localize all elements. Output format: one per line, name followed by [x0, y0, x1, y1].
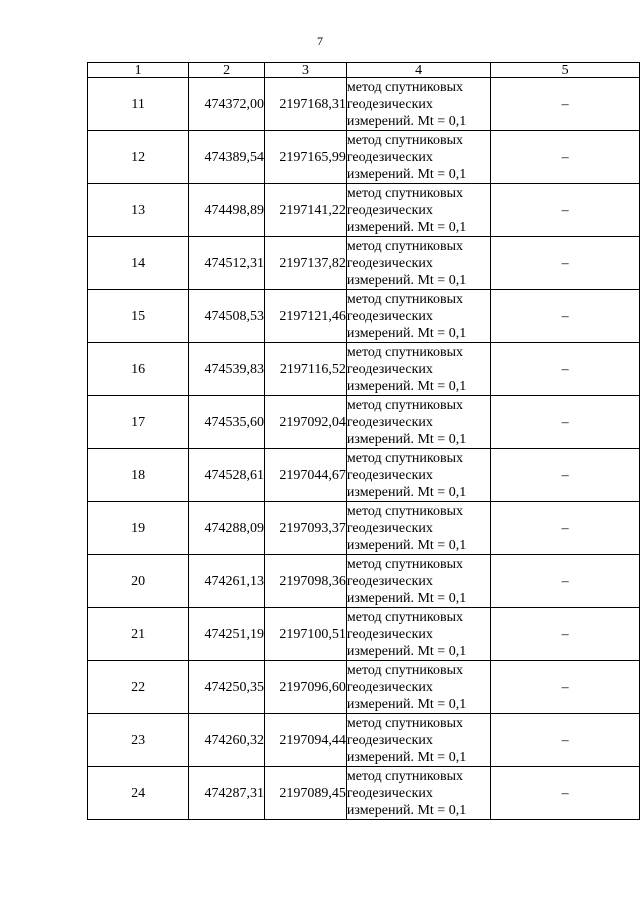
x-coordinate-cell: 474539,83 — [189, 343, 265, 396]
column-5-cell: – — [491, 78, 640, 131]
method-line: геодезических — [346, 414, 433, 430]
column-5-cell: – — [491, 661, 640, 714]
method-line: геодезических — [346, 520, 433, 536]
method-line: метод спутниковых — [346, 715, 464, 731]
method-line: метод спутниковых — [346, 291, 464, 307]
method-line: измерений. Mt = 0,1 — [346, 378, 467, 394]
y-coordinate-cell: 2197165,99 — [265, 131, 347, 184]
method-cell — [346, 449, 490, 502]
method-line: измерений. Mt = 0,1 — [346, 431, 467, 447]
table-row — [88, 502, 640, 555]
column-5-cell: – — [491, 767, 640, 820]
point-number-cell: 13 — [88, 184, 189, 237]
y-coordinate-cell: 2197044,67 — [265, 449, 347, 502]
method-line: геодезических — [346, 202, 433, 218]
column-5-cell: – — [491, 184, 640, 237]
x-coordinate-cell: 474508,53 — [189, 290, 265, 343]
method-line: метод спутниковых — [346, 609, 464, 625]
method-cell — [346, 237, 490, 290]
method-line: геодезических — [346, 626, 433, 642]
method-line: измерений. Mt = 0,1 — [346, 166, 467, 182]
y-coordinate-cell: 2197168,31 — [265, 78, 347, 131]
column-5-cell: – — [491, 555, 640, 608]
method-line: геодезических — [346, 785, 433, 801]
header-col-4: 4 — [346, 63, 490, 78]
point-number-cell: 23 — [88, 714, 189, 767]
column-5-cell: – — [491, 237, 640, 290]
method-line: измерений. Mt = 0,1 — [346, 802, 467, 818]
method-line: геодезических — [346, 679, 433, 695]
y-coordinate-cell: 2197100,51 — [265, 608, 347, 661]
y-coordinate-cell: 2197141,22 — [265, 184, 347, 237]
point-number-cell: 11 — [88, 78, 189, 131]
method-line: метод спутниковых — [346, 450, 464, 466]
y-coordinate-cell: 2197089,45 — [265, 767, 347, 820]
x-coordinate-cell: 474287,31 — [189, 767, 265, 820]
method-line: геодезических — [346, 96, 433, 112]
y-coordinate-cell: 2197121,46 — [265, 290, 347, 343]
point-number-cell: 14 — [88, 237, 189, 290]
table-row — [88, 555, 640, 608]
method-line: метод спутниковых — [346, 397, 464, 413]
method-line: измерений. Mt = 0,1 — [346, 219, 467, 235]
method-line: измерений. Mt = 0,1 — [346, 590, 467, 606]
method-line: измерений. Mt = 0,1 — [346, 484, 467, 500]
method-line: метод спутниковых — [346, 132, 464, 148]
y-coordinate-cell: 2197137,82 — [265, 237, 347, 290]
method-line: измерений. Mt = 0,1 — [346, 272, 467, 288]
x-coordinate-cell: 474288,09 — [189, 502, 265, 555]
point-number-cell: 24 — [88, 767, 189, 820]
table-row — [88, 608, 640, 661]
table-row — [88, 343, 640, 396]
method-line: метод спутниковых — [346, 556, 464, 572]
table-row — [88, 449, 640, 502]
column-5-cell: – — [491, 290, 640, 343]
method-line: измерений. Mt = 0,1 — [346, 325, 467, 341]
method-line: измерений. Mt = 0,1 — [346, 696, 467, 712]
x-coordinate-cell: 474260,32 — [189, 714, 265, 767]
method-line: геодезических — [346, 573, 433, 589]
method-line: метод спутниковых — [346, 662, 464, 678]
method-cell — [346, 608, 490, 661]
y-coordinate-cell: 2197116,52 — [265, 343, 347, 396]
column-5-cell: – — [491, 714, 640, 767]
point-number-cell: 22 — [88, 661, 189, 714]
method-line: измерений. Mt = 0,1 — [346, 643, 467, 659]
y-coordinate-cell: 2197092,04 — [265, 396, 347, 449]
x-coordinate-cell: 474535,60 — [189, 396, 265, 449]
point-number-cell: 17 — [88, 396, 189, 449]
method-cell — [346, 396, 490, 449]
x-coordinate-cell: 474250,35 — [189, 661, 265, 714]
y-coordinate-cell: 2197093,37 — [265, 502, 347, 555]
table-row — [88, 714, 640, 767]
method-cell — [346, 714, 490, 767]
method-cell — [346, 290, 490, 343]
x-coordinate-cell: 474528,61 — [189, 449, 265, 502]
table-row — [88, 131, 640, 184]
x-coordinate-cell: 474389,54 — [189, 131, 265, 184]
point-number-cell: 19 — [88, 502, 189, 555]
method-line: метод спутниковых — [346, 79, 464, 95]
method-line: метод спутниковых — [346, 185, 464, 201]
table-row — [88, 661, 640, 714]
table-row — [88, 184, 640, 237]
header-col-2: 2 — [189, 63, 265, 78]
table-row — [88, 767, 640, 820]
y-coordinate-cell: 2197094,44 — [265, 714, 347, 767]
x-coordinate-cell: 474251,19 — [189, 608, 265, 661]
table-row — [88, 396, 640, 449]
table-row — [88, 290, 640, 343]
column-5-cell: – — [491, 396, 640, 449]
method-line: геодезических — [346, 255, 433, 271]
point-number-cell: 15 — [88, 290, 189, 343]
method-line: метод спутниковых — [346, 238, 464, 254]
x-coordinate-cell: 474261,13 — [189, 555, 265, 608]
table-row — [88, 237, 640, 290]
column-5-cell: – — [491, 608, 640, 661]
table-header-row — [88, 63, 640, 78]
method-cell — [346, 343, 490, 396]
table-row — [88, 78, 640, 131]
method-line: метод спутниковых — [346, 768, 464, 784]
point-number-cell: 20 — [88, 555, 189, 608]
y-coordinate-cell: 2197098,36 — [265, 555, 347, 608]
method-line: метод спутниковых — [346, 503, 464, 519]
method-line: измерений. Mt = 0,1 — [346, 113, 467, 129]
method-cell — [346, 184, 490, 237]
column-5-cell: – — [491, 343, 640, 396]
point-number-cell: 18 — [88, 449, 189, 502]
method-line: измерений. Mt = 0,1 — [346, 749, 467, 765]
method-line: измерений. Mt = 0,1 — [346, 537, 467, 553]
header-col-1: 1 — [88, 63, 189, 78]
x-coordinate-cell: 474498,89 — [189, 184, 265, 237]
column-5-cell: – — [491, 131, 640, 184]
method-cell — [346, 767, 490, 820]
method-line: геодезических — [346, 308, 433, 324]
method-cell — [346, 78, 490, 131]
header-col-3: 3 — [265, 63, 347, 78]
point-number-cell: 21 — [88, 608, 189, 661]
method-cell — [346, 555, 490, 608]
column-5-cell: – — [491, 502, 640, 555]
method-line: метод спутниковых — [346, 344, 464, 360]
point-number-cell: 12 — [88, 131, 189, 184]
table-body — [88, 78, 640, 820]
method-line: геодезических — [346, 361, 433, 377]
page-number: 7 — [317, 34, 323, 48]
method-line: геодезических — [346, 467, 433, 483]
y-coordinate-cell: 2197096,60 — [265, 661, 347, 714]
method-cell — [346, 661, 490, 714]
coordinates-table — [87, 62, 640, 820]
header-col-5: 5 — [491, 63, 640, 78]
method-cell — [346, 502, 490, 555]
method-line: геодезических — [346, 732, 433, 748]
method-cell — [346, 131, 490, 184]
method-line: геодезических — [346, 149, 433, 165]
x-coordinate-cell: 474372,00 — [189, 78, 265, 131]
point-number-cell: 16 — [88, 343, 189, 396]
column-5-cell: – — [491, 449, 640, 502]
x-coordinate-cell: 474512,31 — [189, 237, 265, 290]
